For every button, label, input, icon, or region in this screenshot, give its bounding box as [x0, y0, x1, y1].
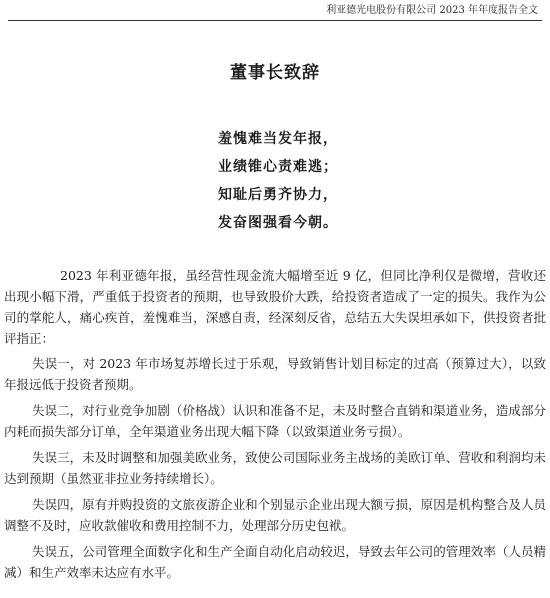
- header-rule: [8, 20, 542, 21]
- mistake-text-2: 失误二，对行业竞争加剧（价格战）认识和准备不足，未及时整合直销和渠道业务，造成部分内耗而损失部分订单，全年渠道业务出现大幅下降（以致渠道业务亏损）。: [4, 403, 546, 439]
- page-title: 董事长致辞: [230, 63, 320, 83]
- running-header: 利亚德光电股份有限公司 2023 年年度报告全文: [326, 5, 538, 16]
- mistake-paragraph-5: [4, 541, 546, 583]
- mistake-text-1: 失误一，对 2023 年市场复苏增长过于乐观，导致销售计划目标定的过高（预算过大），以致年报远低于投资者预期。: [4, 356, 546, 392]
- intro-paragraph: [4, 265, 546, 349]
- poem: [218, 125, 338, 237]
- mistake-paragraph-3: [4, 447, 546, 489]
- poem-line-1: 羞愧难当发年报，: [218, 131, 338, 147]
- letter-body: [4, 265, 546, 588]
- mistake-text-3: 失误三，未及时调整和加强美欧业务，致使公司国际业务主战场的美欧订单、营收和利润均未达到预期（虽然亚非拉业务持续增长）。: [4, 450, 546, 486]
- mistake-text-5: 失误五，公司管理全面数字化和生产全面自动化启动较迟，导致去年公司的管理效率（人员精减）和生产效率未达应有水平。: [4, 544, 546, 580]
- mistake-paragraph-1: [4, 353, 546, 395]
- intro-text: 2023 年利亚德年报，虽经营性现金流大幅增至近 9 亿，但同比净利仅是微增，营收还出现小幅下滑，严重低于投资者的预期，也导致股价大跌，给投资者造成了一定的损失。我作为公司的掌舵人，痛心疾首，羞愧难当，深感自责，经深刻反省，总结五大失误坦承如下，供投资者批评指正：: [4, 268, 546, 346]
- mistake-paragraph-2: [4, 400, 546, 442]
- mistake-text-4: 失误四，原有并购投资的文旅夜游企业和个别显示企业出现大额亏损，原因是机构整合及人员调整不及时，应收款催收和费用控制不力，处理部分历史包袱。: [4, 497, 546, 533]
- poem-line-4: 发奋图强看今朝。: [218, 215, 338, 231]
- poem-line-3: 知耻后勇齐协力，: [218, 187, 338, 203]
- mistake-paragraph-4: [4, 494, 546, 536]
- poem-line-2: 业绩锥心责难逃；: [218, 159, 338, 175]
